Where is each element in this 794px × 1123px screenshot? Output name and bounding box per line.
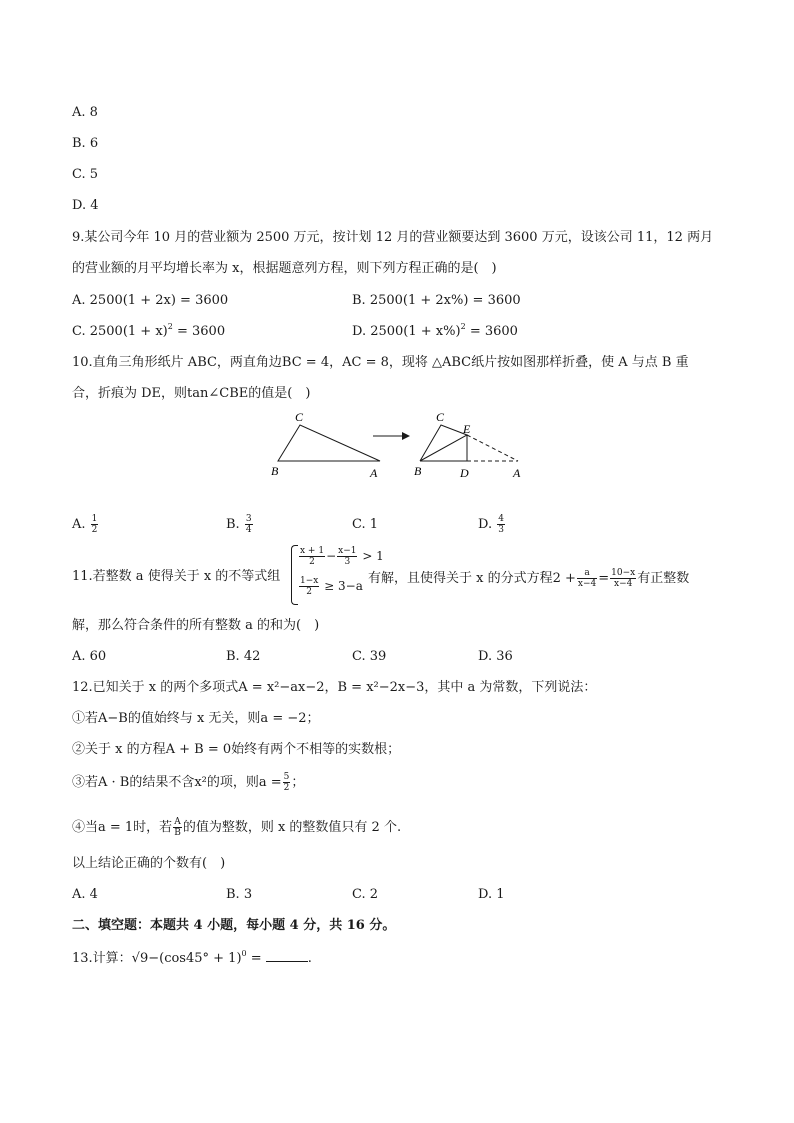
- inequality-brace: [291, 545, 298, 605]
- q11-option-b: B. 42: [226, 649, 261, 664]
- q12-statement-1: ①若A−B的值始终与 x 无关，则a = −2；: [72, 711, 320, 726]
- q12-stem: 12.已知关于 x 的两个多项式A = x²−ax−2，B = x²−2x−3，其中 a 为常数，下列说法：: [72, 680, 597, 695]
- q10-option-a: A. $\frac{1}{2}$: [72, 514, 98, 535]
- prev-option-b: B. 6: [72, 136, 99, 151]
- prev-option-d: D. 4: [72, 198, 99, 213]
- q12-statement-2: ②关于 x 的方程A + B = 0始终有两个不相等的实数根；: [72, 742, 401, 757]
- q9-option-d: D. $2500(1 + x\%)^2 = 3600$: [352, 322, 518, 339]
- q9-stem-line1: 9.某公司今年 10 月的营业额为 2500 万元，按计划 12 月的营业额要达到 3600 万元，设该公司 11，12 两月: [72, 230, 714, 245]
- q9-option-a: A. 2500(1 + 2x) = 3600: [72, 293, 229, 308]
- q12-option-a: A. 4: [72, 887, 98, 902]
- q11-inequality-2: $\frac{1-x}{2}$ ≥ 3−a: [300, 576, 363, 597]
- label-e-right: E: [463, 422, 471, 436]
- q9-option-c: C. $2500(1 + x)^2 = 3600$: [72, 322, 226, 339]
- label-a-right: A: [513, 466, 521, 480]
- q12-option-b: B. 3: [226, 887, 253, 902]
- label-b-right: B: [414, 464, 422, 478]
- folded-triangle: [420, 425, 467, 461]
- q11-stem-line2: 解，那么符合条件的所有整数 a 的和为( ): [72, 618, 320, 633]
- arrow-head: [402, 432, 410, 440]
- q11-option-c: C. 39: [352, 649, 387, 664]
- q10-option-b: B. $\frac{3}{4}$: [226, 514, 252, 535]
- label-b-left: B: [271, 464, 279, 478]
- q12-option-d: D. 1: [478, 887, 505, 902]
- q11-mid: 有解，且使得关于 x 的分式方程2 + $\frac{a}{x-4}$ = $\frac{10-x}{x-4}$ 有正整数: [368, 568, 690, 589]
- q11-inequality-1: $\frac{x + 1}{2}$ − $\frac{x-1}{3}$ > 1: [300, 546, 384, 567]
- q11-prefix: 11.若整数 a 使得关于 x 的不等式组: [72, 569, 281, 584]
- q12-conclusion: 以上结论正确的个数有( ): [72, 856, 226, 871]
- answer-blank[interactable]: [266, 949, 308, 962]
- label-c-left: C: [295, 410, 304, 424]
- label-d-right: D: [460, 466, 469, 480]
- q9-stem-line2: 的营业额的月平均增长率为 x，根据题意列方程，则下列方程正确的是( ): [72, 261, 497, 276]
- prev-option-a: A. 8: [72, 105, 98, 120]
- q12-statement-4: ④当a = 1时，若 $\frac{A}{B}$ 的值为整数，则 x 的整数值只有 2 个.: [72, 817, 402, 838]
- label-a-left: A: [370, 466, 378, 480]
- label-c-right: C: [436, 410, 445, 424]
- q10-figure: [260, 405, 540, 485]
- q10-stem-line2: 合，折痕为 DE，则tan∠CBE的值是( ): [72, 386, 311, 401]
- q10-stem-line1: 10.直角三角形纸片 ABC，两直角边BC = 4，AC = 8，现将 △ABC纸片按如图那样折叠，使 A 与点 B 重: [72, 355, 689, 370]
- q13-stem: 13.计算：$√9-(\cos 45^\circ + 1)^0$ = .: [72, 949, 312, 966]
- q10-option-c: C. 1: [352, 517, 379, 532]
- q12-statement-3: ③若A · B的结果不含x²的项，则a = $\frac{5}{2}$ ；: [72, 772, 305, 793]
- dashed-ea: [467, 435, 518, 461]
- q9-option-b: B. 2500(1 + 2x%) = 3600: [352, 293, 521, 308]
- triangle-abc: [278, 425, 380, 461]
- q11-option-a: A. 60: [72, 649, 107, 664]
- q10-option-d: D. $\frac{4}{3}$: [478, 514, 504, 535]
- q11-option-d: D. 36: [478, 649, 513, 664]
- section-2-heading: 二、填空题：本题共 4 小题，每小题 4 分，共 16 分。: [72, 918, 396, 933]
- prev-option-c: C. 5: [72, 167, 99, 182]
- q12-option-c: C. 2: [352, 887, 379, 902]
